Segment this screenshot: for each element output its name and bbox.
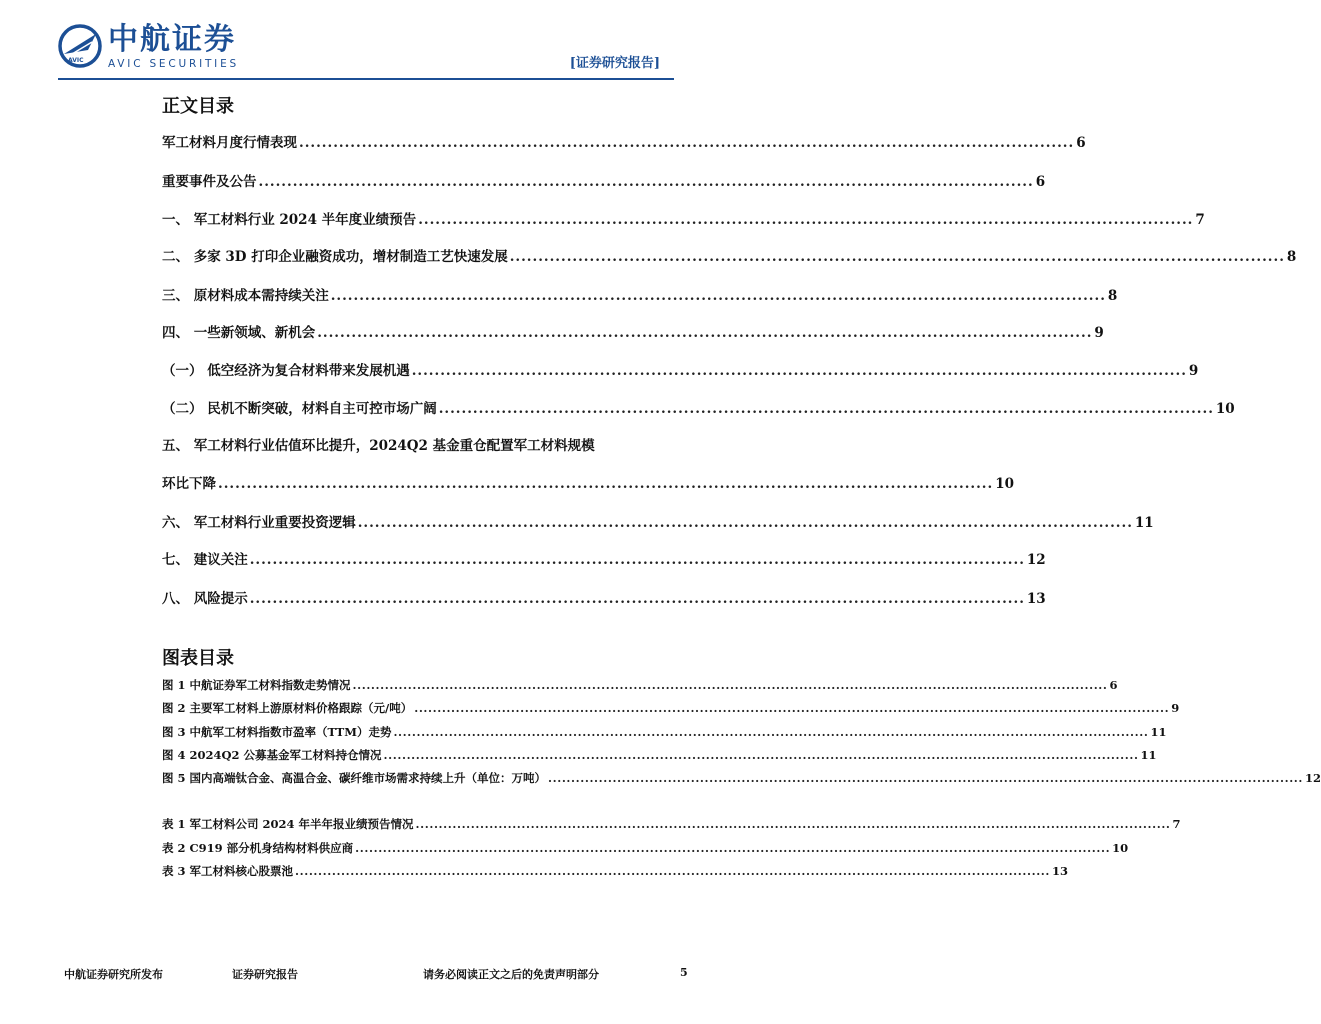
toc-entry-page: 6 bbox=[1035, 174, 1046, 190]
toc-leader: .................................................................................................................................................................... bbox=[415, 817, 1171, 831]
toc-subentry[interactable] bbox=[162, 397, 1235, 417]
toc-entry[interactable] bbox=[162, 131, 1086, 151]
toc-leader: .................................................................................................................................................................... bbox=[414, 701, 1170, 715]
toc-leader: ........................................................................................................................................ bbox=[411, 363, 1187, 379]
toc-leader: ........................................................................................................................................ bbox=[258, 174, 1034, 190]
toc-leader: .................................................................................................................................................................... bbox=[548, 771, 1304, 785]
figure-entry-page: 9 bbox=[1171, 701, 1180, 715]
figure-entry-label: 图 2 主要军工材料上游原材料价格跟踪（元/吨） bbox=[162, 701, 413, 715]
figure-entry[interactable] bbox=[162, 770, 1321, 786]
toc-entry[interactable] bbox=[162, 170, 1046, 190]
toc-entry-label: 二、 多家 3D 打印企业融资成功，增材制造工艺快速发展 bbox=[162, 249, 508, 265]
figure-entry[interactable] bbox=[162, 724, 1167, 740]
toc-entry-page: 8 bbox=[1286, 249, 1297, 265]
footer-publisher: 中航证券研究所发布 bbox=[64, 968, 163, 981]
footer-doc-type: 证券研究报告 bbox=[232, 968, 298, 981]
toc-entry-page: 9 bbox=[1188, 363, 1199, 379]
toc-leader: ........................................................................................................................................ bbox=[418, 212, 1194, 228]
figure-entry[interactable] bbox=[162, 677, 1118, 693]
toc-entry-page: 8 bbox=[1107, 288, 1118, 304]
toc-entry-label: 重要事件及公告 bbox=[162, 174, 257, 190]
figure-entry-page: 6 bbox=[1109, 678, 1118, 692]
header-divider bbox=[58, 78, 674, 80]
toc-entry-label: 军工材料月度行情表现 bbox=[162, 135, 297, 151]
table-entry[interactable] bbox=[162, 816, 1181, 832]
figure-entry-page: 12 bbox=[1305, 771, 1321, 785]
table-entry-label: 表 3 军工材料核心股票池 bbox=[162, 864, 294, 878]
toc-entry[interactable] bbox=[162, 284, 1118, 304]
toc-entry[interactable] bbox=[162, 321, 1104, 341]
logo-english-name: AVIC SECURITIES bbox=[108, 58, 239, 70]
avic-logo-icon bbox=[58, 24, 102, 68]
toc-entry-label: 三、 原材料成本需持续关注 bbox=[162, 288, 329, 304]
toc-entry[interactable] bbox=[162, 548, 1046, 568]
toc-entry-page: 7 bbox=[1195, 212, 1205, 228]
toc-leader: .................................................................................................................................................................... bbox=[393, 725, 1149, 739]
toc-entry[interactable] bbox=[162, 245, 1297, 265]
toc-entry-label: 八、 风险提示 bbox=[162, 591, 248, 607]
toc-entry[interactable] bbox=[162, 587, 1046, 607]
toc-leader: ........................................................................................................................................ bbox=[509, 249, 1285, 265]
toc-title: 正文目录 bbox=[162, 96, 234, 117]
toc-leader: ........................................................................................................................................ bbox=[330, 288, 1106, 304]
toc-leader: ........................................................................................................................................ bbox=[299, 135, 1075, 151]
company-logo bbox=[58, 24, 254, 72]
toc-entry-wrapped-line[interactable]: 五、 军工材料行业估值环比提升，2024Q2 基金重仓配置军工材料规模 bbox=[162, 438, 595, 454]
page-footer bbox=[0, 966, 724, 996]
figure-entry-label: 图 4 2024Q2 公募基金军工材料持仓情况 bbox=[162, 748, 382, 762]
table-entry-page: 7 bbox=[1172, 817, 1181, 831]
toc-leader: .................................................................................................................................................................... bbox=[352, 678, 1108, 692]
toc-entry-page: 6 bbox=[1076, 135, 1086, 151]
toc-entry-label: （二） 民机不断突破，材料自主可控市场广阔 bbox=[162, 401, 437, 417]
report-type-tag: [证券研究报告] bbox=[569, 56, 660, 71]
page-number: 5 bbox=[680, 966, 688, 979]
svg-text:AVIC: AVIC bbox=[68, 57, 84, 64]
figures-toc-title: 图表目录 bbox=[162, 648, 234, 669]
toc-leader: ........................................................................................................................................ bbox=[218, 476, 994, 492]
toc-entry-page: 10 bbox=[995, 476, 1014, 492]
figure-entry-label: 图 3 中航军工材料指数市盈率（TTM）走势 bbox=[162, 725, 392, 739]
page-header bbox=[0, 0, 724, 84]
toc-entry[interactable] bbox=[162, 472, 1014, 492]
toc-entry-page: 10 bbox=[1215, 401, 1235, 417]
toc-entry-page: 11 bbox=[1134, 515, 1154, 531]
toc-entry-page: 9 bbox=[1094, 325, 1104, 341]
toc-entry-label: 七、 建议关注 bbox=[162, 552, 248, 568]
figure-entry-page: 11 bbox=[1150, 725, 1167, 739]
toc-leader: ........................................................................................................................................ bbox=[438, 401, 1214, 417]
toc-leader: .................................................................................................................................................................... bbox=[295, 864, 1051, 878]
toc-entry-label: 环比下降 bbox=[162, 476, 216, 492]
toc-leader: .................................................................................................................................................................... bbox=[383, 748, 1139, 762]
table-entry[interactable] bbox=[162, 840, 1129, 856]
figure-entry[interactable] bbox=[162, 747, 1157, 763]
footer-disclaimer: 请务必阅读正文之后的免责声明部分 bbox=[423, 968, 599, 981]
toc-entry-label: 六、 军工材料行业重要投资逻辑 bbox=[162, 515, 356, 531]
table-entry-page: 13 bbox=[1052, 864, 1069, 878]
toc-leader: ........................................................................................................................................ bbox=[249, 591, 1025, 607]
toc-entry-label: 一、 军工材料行业 2024 半年度业绩预告 bbox=[162, 212, 417, 228]
toc-entry-label: （一） 低空经济为复合材料带来发展机遇 bbox=[162, 363, 410, 379]
toc-leader: ........................................................................................................................................ bbox=[317, 325, 1093, 341]
toc-leader: ........................................................................................................................................ bbox=[357, 515, 1133, 531]
toc-entry[interactable] bbox=[162, 511, 1154, 531]
table-entry-label: 表 1 军工材料公司 2024 年半年报业绩预告情况 bbox=[162, 817, 414, 831]
table-entry[interactable] bbox=[162, 863, 1069, 879]
toc-subentry[interactable] bbox=[162, 359, 1199, 379]
toc-leader: .................................................................................................................................................................... bbox=[355, 841, 1111, 855]
toc-entry[interactable] bbox=[162, 208, 1205, 228]
figure-entry-page: 11 bbox=[1140, 748, 1157, 762]
table-entry-label: 表 2 C919 部分机身结构材料供应商 bbox=[162, 841, 354, 855]
toc-leader: ........................................................................................................................................ bbox=[249, 552, 1025, 568]
table-entry-page: 10 bbox=[1112, 841, 1129, 855]
toc-entry-page: 13 bbox=[1026, 591, 1046, 607]
figure-entry-label: 图 1 中航证券军工材料指数走势情况 bbox=[162, 678, 351, 692]
toc-entry-page: 12 bbox=[1026, 552, 1046, 568]
logo-chinese-name: 中航证券 bbox=[108, 22, 236, 57]
toc-entry-label: 四、 一些新领域、新机会 bbox=[162, 325, 316, 341]
figure-entry[interactable] bbox=[162, 700, 1180, 716]
figure-entry-label: 图 5 国内高端钛合金、高温合金、碳纤维市场需求持续上升（单位：万吨） bbox=[162, 771, 547, 785]
